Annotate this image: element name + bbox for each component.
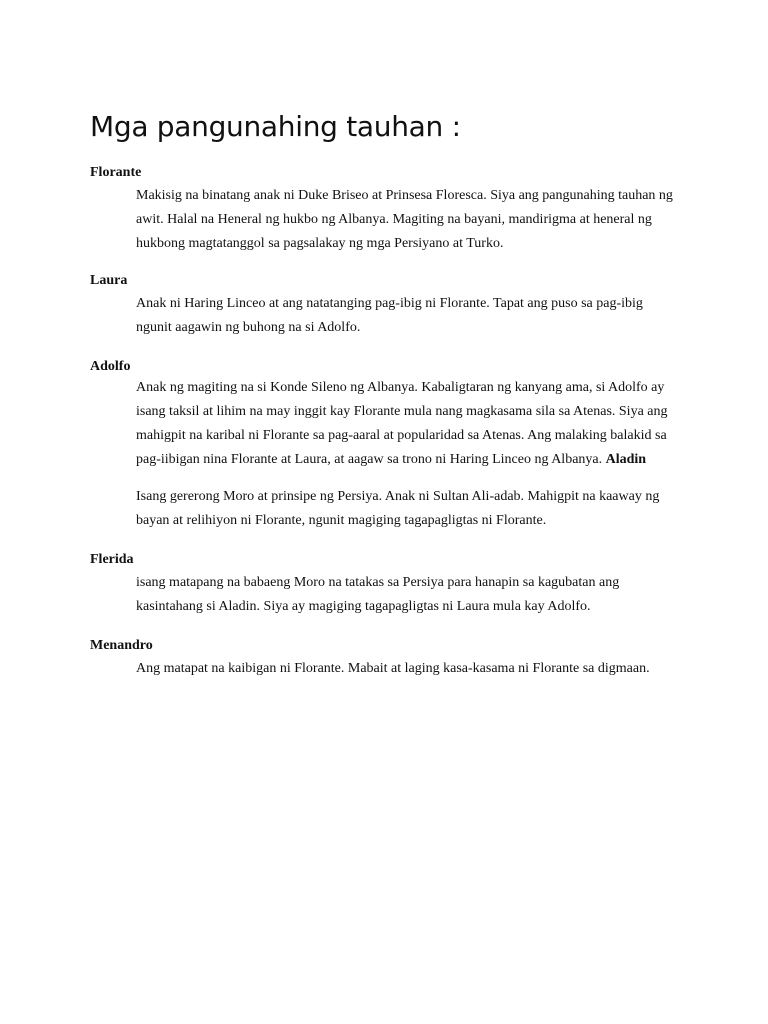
character-description-flerida [136,571,676,619]
description-line: Anak ng magiting na si Konde Sileno ng Albanya. Kabaligtaran ng kanyang ama, si Adolfo ay [136,380,665,395]
description-line: kasintahang si Aladin. Siya ay magiging tagapagligtas ni Laura mula kay Adolfo. [136,599,591,614]
description-line: bayan at relihiyon ni Florante, ngunit magiging tagapagligtas ni Florante. [136,513,547,528]
description-line: ngunit aagawin ng buhong na si Adolfo. [136,320,361,335]
description-text: pag-iibigan nina Florante at Laura, at aagaw sa trono ni Haring Linceo ng Albanya. [136,452,603,467]
character-description-florante [136,184,676,256]
character-description-menandro [136,657,676,681]
description-line: Isang gererong Moro at prinsipe ng Persiya. Anak ni Sultan Ali-adab. Mahigpit na kaaway ng [136,489,660,504]
description-line: Anak ni Haring Linceo at ang natatanging pag-ibig ni Florante. Tapat ang puso sa pag-ibig [136,296,643,311]
description-line: isang taksil at lihim na may inggit kay Florante mula nang magkasama sila sa Atenas. Siya ang [136,404,668,419]
description-line: isang matapang na babaeng Moro na tatakas sa Persiya para hanapin sa kagubatan ang [136,575,620,590]
description-line: mahigpit na karibal ni Florante sa pag-aaral at popularidad sa Atenas. Ang malaking balakid sa [136,428,667,443]
character-description-adolfo [136,376,676,472]
description-line: Makisig na binatang anak ni Duke Briseo at Prinsesa Floresca. Siya ang pangunahing tauhan ng [136,188,673,203]
description-line: awit. Halal na Heneral ng hukbo ng Albanya. Magiting na bayani, mandirigma at heneral ng [136,212,652,227]
description-line: Ang matapat na kaibigan ni Florante. Mabait at laging kasa-kasama ni Florante sa digmaan. [136,661,650,676]
description-line: hukbong magtatanggol sa pagsalakay ng mga Persiyano at Turko. [136,236,504,251]
page-title: Mga pangunahing tauhan : [90,110,461,143]
character-name-adolfo: Adolfo [90,359,131,374]
character-name-aladin: Aladin [605,452,647,467]
character-description-laura [136,292,676,340]
character-name-florante: Florante [90,165,142,180]
character-name-flerida: Flerida [90,552,134,567]
character-name-menandro: Menandro [90,638,153,653]
character-name-laura: Laura [90,273,128,288]
description-line-with-name [136,448,676,472]
character-description-aladin [136,485,676,533]
